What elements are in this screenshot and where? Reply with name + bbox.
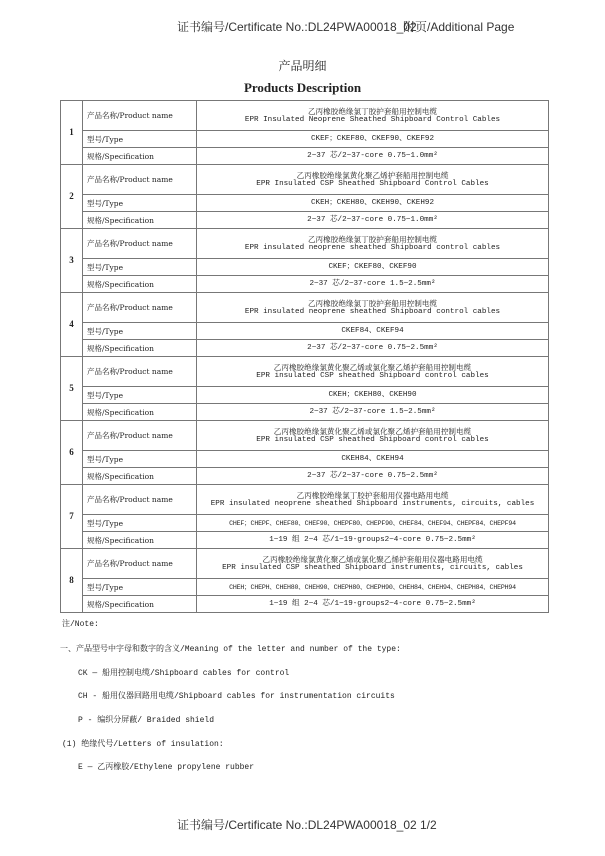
notes-heading: 注/Note: <box>62 620 99 629</box>
type-label: 型号/Type <box>83 387 197 404</box>
page-footer: 证书编号/Certificate No.:DL24PWA00018_02 1/2 <box>177 818 437 832</box>
table-row <box>61 101 549 131</box>
table-row <box>61 485 549 515</box>
table-row <box>61 195 549 212</box>
table-row <box>61 357 549 387</box>
product-name-value <box>197 101 549 131</box>
spec-label: 规格/Specification <box>83 404 197 421</box>
product-name-en: EPR insulated neoprene sheathed Shipboard control cables <box>244 307 501 316</box>
spec-value: 2~37 芯/2~37-core 1.5~2.5mm² <box>197 276 549 293</box>
table-row <box>61 340 549 357</box>
product-name-value <box>197 165 549 195</box>
products-table <box>60 100 549 613</box>
spec-value: 2~37 芯/2~37-core 0.75~1.0mm² <box>197 148 549 165</box>
note-insulation: (1) 绝缘代号/Letters of insulation: <box>62 740 224 749</box>
type-label: 型号/Type <box>83 323 197 340</box>
product-name-value <box>197 229 549 259</box>
product-name-cn: 乙丙橡胶绝缘氯黄化聚乙烯或氯化聚乙烯护套船用控制电缆 <box>273 362 472 372</box>
product-name-value <box>197 293 549 323</box>
note-line1: 一、产品型号中字母和数字的含义/Meaning of the letter and number of the type: <box>60 645 401 654</box>
note-p: P - 编织分屏蔽/ Braided shield <box>78 716 215 725</box>
title-en: Products Description <box>243 80 362 95</box>
type-value: CKEH；CKEH80、CKEH90、CKEH92 <box>197 195 549 212</box>
table-row <box>61 404 549 421</box>
table-row <box>61 532 549 549</box>
product-name-cn: 乙丙橡胶绝缘氯丁胶护套船用控制电缆 <box>307 298 438 308</box>
product-number: 3 <box>61 229 83 293</box>
type-label: 型号/Type <box>83 259 197 276</box>
spec-value: 2~37 芯/2~37-core 0.75~2.5mm² <box>197 468 549 485</box>
type-value: CKEH；CKEH80、CKEH90 <box>197 387 549 404</box>
product-number: 7 <box>61 485 83 549</box>
product-name-cn: 乙丙橡胶绝缘氯黄化聚乙烯或氯化聚乙烯护套船用控制电缆 <box>273 426 472 436</box>
table-row <box>61 165 549 195</box>
product-name-value <box>197 357 549 387</box>
product-number: 2 <box>61 165 83 229</box>
type-value: CKEF84、CKEF94 <box>197 323 549 340</box>
product-name-value <box>197 485 549 515</box>
table-row <box>61 293 549 323</box>
product-name-label: 产品名称/Product name <box>83 421 197 451</box>
type-label: 型号/Type <box>83 579 197 596</box>
type-value: CHEH；CHEPH、CHEH80、CHEH90、CHEPH80、CHEPH90、CHEH84、CHEH94、CHEPH84、CHEPH94 <box>197 579 549 596</box>
type-value: CKEF；CKEF80、CKEF90、CKEF92 <box>197 131 549 148</box>
type-value: CKEF；CKEF80、CKEF90 <box>197 259 549 276</box>
product-number: 1 <box>61 101 83 165</box>
certificate-number: 证书编号/Certificate No.:DL24PWA00018_02 <box>177 20 417 34</box>
spec-label: 规格/Specification <box>83 532 197 549</box>
table-row <box>61 451 549 468</box>
spec-label: 规格/Specification <box>83 276 197 293</box>
spec-label: 规格/Specification <box>83 468 197 485</box>
page-label: 附页/Additional Page <box>403 20 515 34</box>
spec-value: 2~37 芯/2~37-core 1.5~2.5mm² <box>197 404 549 421</box>
product-name-en: EPR Insulated CSP Sheathed Shipboard Control Cables <box>256 179 489 188</box>
table-row <box>61 468 549 485</box>
product-number: 6 <box>61 421 83 485</box>
spec-value: 1~19 组 2~4 芯/1~19-groups2~4-core 0.75~2.5mm² <box>197 532 549 549</box>
product-name-en: EPR insulated CSP sheathed Shipboard control cables <box>256 435 489 444</box>
product-name-cn: 乙丙橡胶绝缘氯黄化聚乙烯或氯化聚乙烯护套船用仪器电路用电缆 <box>262 554 483 564</box>
table-row <box>61 259 549 276</box>
product-number: 4 <box>61 293 83 357</box>
product-number: 5 <box>61 357 83 421</box>
table-row <box>61 276 549 293</box>
table-row <box>61 421 549 451</box>
type-label: 型号/Type <box>83 515 197 532</box>
product-name-en: EPR insulated neoprene sheathed Shipboard instruments, circuits, cables <box>210 499 535 508</box>
table-row <box>61 387 549 404</box>
note-ck: CK — 船用控制电缆/Shipboard cables for control <box>78 669 290 678</box>
product-name-label: 产品名称/Product name <box>83 485 197 515</box>
spec-label: 规格/Specification <box>83 340 197 357</box>
spec-label: 规格/Specification <box>83 212 197 229</box>
table-row <box>61 131 549 148</box>
table-row <box>61 549 549 579</box>
title-cn: 产品明细 <box>278 59 327 73</box>
product-name-en: EPR insulated CSP sheathed Shipboard instruments, circuits, cables <box>222 563 523 572</box>
product-name-en: EPR Insulated Neoprene Sheathed Shipboard Control Cables <box>244 115 501 124</box>
product-name-value <box>197 549 549 579</box>
spec-value: 2~37 芯/2~37-core 0.75~1.0mm² <box>197 212 549 229</box>
product-name-cn: 乙丙橡胶绝缘氯黄化聚乙烯护套船用控制电缆 <box>296 170 449 180</box>
product-name-en: EPR insulated CSP sheathed Shipboard control cables <box>256 371 489 380</box>
product-name-label: 产品名称/Product name <box>83 549 197 579</box>
product-name-label: 产品名称/Product name <box>83 293 197 323</box>
product-name-label: 产品名称/Product name <box>83 165 197 195</box>
product-name-value <box>197 421 549 451</box>
product-name-en: EPR insulated neoprene sheathed Shipboard control cables <box>244 243 501 252</box>
type-value: CKEH84、CKEH94 <box>197 451 549 468</box>
product-name-cn: 乙丙橡胶绝缘氯丁胶护套船用仪器电路用电缆 <box>296 490 449 500</box>
note-e: E — 乙丙橡胶/Ethylene propylene rubber <box>78 763 255 772</box>
product-number: 8 <box>61 549 83 613</box>
table-row <box>61 212 549 229</box>
product-name-label: 产品名称/Product name <box>83 101 197 131</box>
product-name-label: 产品名称/Product name <box>83 229 197 259</box>
spec-label: 规格/Specification <box>83 148 197 165</box>
type-label: 型号/Type <box>83 131 197 148</box>
table-row <box>61 515 549 532</box>
table-row <box>61 229 549 259</box>
type-value: CHEF；CHEPF、CHEF80、CHEF90、CHEPF80、CHEPF90、CHEF84、CHEF94、CHEPF84、CHEPF94 <box>197 515 549 532</box>
product-name-cn: 乙丙橡胶绝缘氯丁胶护套船用控制电缆 <box>307 234 438 244</box>
table-row <box>61 579 549 596</box>
product-name-cn: 乙丙橡胶绝缘氯丁胶护套船用控制电缆 <box>307 106 438 116</box>
spec-value: 2~37 芯/2~37-core 0.75~2.5mm² <box>197 340 549 357</box>
product-name-label: 产品名称/Product name <box>83 357 197 387</box>
note-ch: CH - 船用仪器回路用电缆/Shipboard cables for instrumentation circuits <box>78 692 395 701</box>
table-row <box>61 596 549 613</box>
spec-label: 规格/Specification <box>83 596 197 613</box>
spec-value: 1~19 组 2~4 芯/1~19-groups2~4-core 0.75~2.5mm² <box>197 596 549 613</box>
type-label: 型号/Type <box>83 195 197 212</box>
table-row <box>61 323 549 340</box>
table-row <box>61 148 549 165</box>
type-label: 型号/Type <box>83 451 197 468</box>
